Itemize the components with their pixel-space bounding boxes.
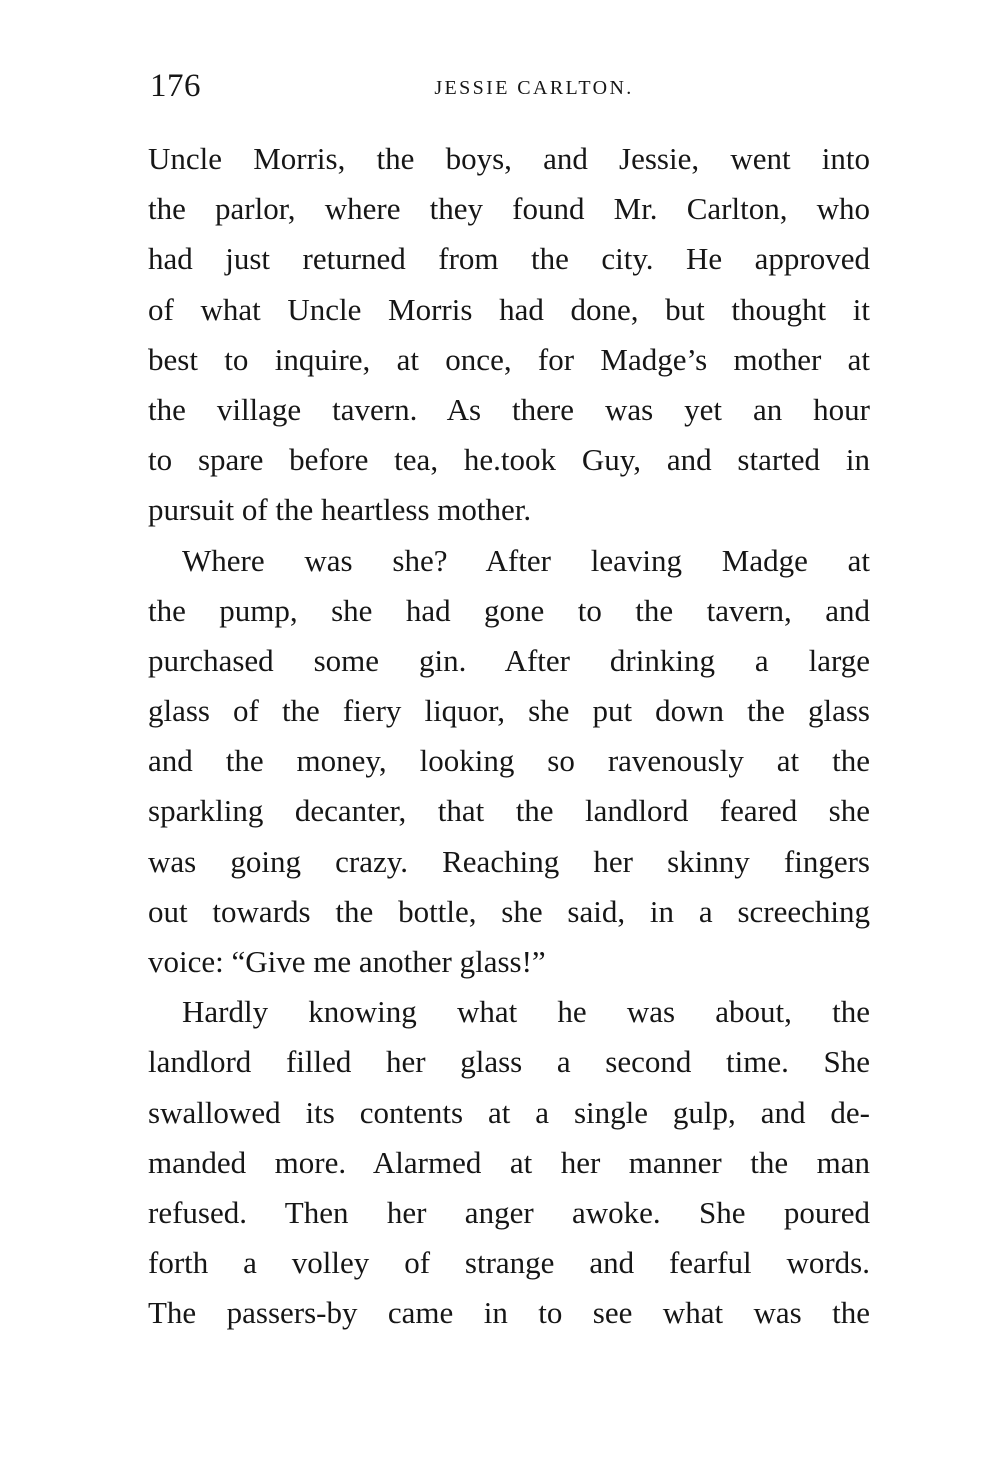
running-title: JESSIE CARLTON. [434, 77, 634, 99]
text-line: sparkling decanter, that the landlord feared she [148, 793, 870, 829]
text-line: refused. Then her anger awoke. She poured [148, 1194, 870, 1230]
page-number: 176 [150, 68, 201, 104]
text-line: glass of the fiery liquor, she put down the glass [148, 693, 870, 729]
text-line: best to inquire, at once, for Madge’s mother at [148, 341, 870, 377]
paragraph-3 [148, 987, 870, 1338]
paragraph-1 [148, 134, 870, 536]
text-line: landlord filled her glass a second time. She [148, 1044, 870, 1080]
text-line: pursuit of the heartless mother. [148, 492, 532, 528]
text-line: out towards the bottle, she said, in a screeching [148, 893, 870, 929]
text-line: manded more. Alarmed at her manner the man [148, 1144, 870, 1180]
text-line: of what Uncle Morris had done, but thought it [148, 291, 870, 327]
paragraph-2 [148, 536, 870, 988]
text-line: swallowed its contents at a single gulp, and de- [148, 1094, 870, 1130]
text-line: Uncle Morris, the boys, and Jessie, went into [148, 141, 870, 176]
text-line: The passers-by came in to see what was the [148, 1295, 870, 1331]
body-text [148, 134, 870, 1339]
text-line: the parlor, where they found Mr. Carlton, who [148, 191, 870, 227]
text-line: was going crazy. Reaching her skinny fingers [148, 843, 870, 879]
text-line: had just returned from the city. He approved [148, 241, 870, 277]
text-line: Hardly knowing what he was about, the [182, 994, 870, 1030]
text-line: the village tavern. As there was yet an hour [148, 391, 870, 427]
text-line: the pump, she had gone to the tavern, and [148, 592, 870, 628]
text-line: forth a volley of strange and fearful words. [148, 1245, 870, 1281]
text-line: to spare before tea, he.took Guy, and started in [148, 442, 870, 478]
text-line: Where was she? After leaving Madge at [182, 542, 870, 578]
text-line: purchased some gin. After drinking a large [148, 642, 870, 678]
text-line: and the money, looking so ravenously at the [148, 743, 870, 779]
text-line: voice: “Give me another glass!” [148, 944, 546, 979]
running-head [148, 66, 870, 106]
